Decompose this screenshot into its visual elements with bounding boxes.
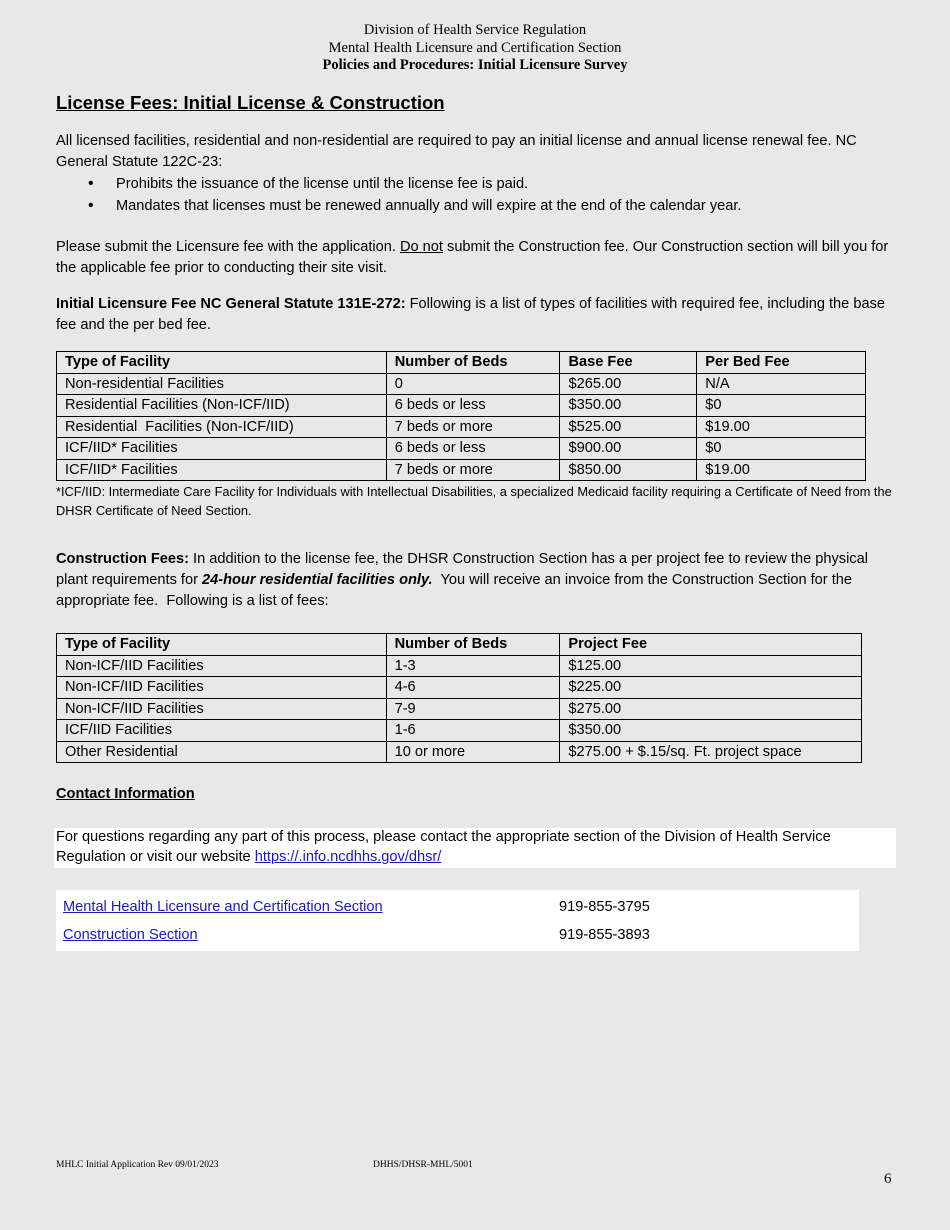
header-division: Division of Health Service Regulation: [363, 22, 587, 38]
mhlc-phone: 919-855-3795: [559, 899, 650, 915]
table-row: [57, 655, 862, 677]
table-cell: Non-ICF/IID Facilities: [57, 698, 387, 720]
contact-row: [63, 896, 853, 918]
contact-directory: [56, 890, 859, 951]
submit-paragraph: [56, 237, 901, 279]
table-cell: 7 beds or more: [386, 459, 560, 481]
intro-paragraph: All licensed facilities, residential and non-residential are required to pay an initial license and annual license renewal fee. NC General Statute 122C-23:: [56, 133, 857, 170]
table-cell: 7 beds or more: [386, 416, 560, 438]
table-cell: Other Residential: [57, 741, 387, 763]
table-row: [57, 373, 866, 395]
initial-fee-text: Following is a list of types of facilities with required fee, including the base fee and the per bed fee.: [56, 296, 885, 333]
contact-paragraph: [54, 828, 896, 867]
table-cell: 4-6: [386, 677, 560, 699]
page-title: License Fees: Initial License & Construction: [56, 92, 445, 113]
table-row: [57, 438, 866, 460]
table-cell: $350.00: [560, 720, 862, 742]
contact-row: [63, 924, 853, 946]
construction-section-link[interactable]: Construction Section: [63, 927, 198, 943]
table-cell: 7-9: [386, 698, 560, 720]
table-cell: $225.00: [560, 677, 862, 699]
table-cell: $0: [697, 438, 866, 460]
construction-text-1: In addition to the license fee, the DHSR Construction Section has a per project fee to review the physical plant requirements for: [56, 551, 868, 588]
bullet-item: • Mandates that licenses must be renewed annually and will expire at the end of the calendar year.: [56, 195, 896, 217]
table-header-row: [57, 352, 866, 374]
column-header: Per Bed Fee: [697, 352, 866, 374]
column-header: Base Fee: [560, 352, 697, 374]
table-cell: $125.00: [560, 655, 862, 677]
table-cell: Non-ICF/IID Facilities: [57, 655, 387, 677]
table-cell: 1-3: [386, 655, 560, 677]
table-cell: 1-6: [386, 720, 560, 742]
table-row: [57, 677, 862, 699]
construction-paragraph: [56, 549, 901, 612]
construction-emphasis: 24-hour residential facilities only.: [202, 572, 433, 588]
submit-text-1: Please submit the Licensure fee with the application.: [56, 239, 400, 255]
table-cell: $275.00 + $.15/sq. Ft. project space: [560, 741, 862, 763]
column-header: Project Fee: [560, 634, 862, 656]
construction-lead: Construction Fees:: [56, 551, 189, 567]
table-cell: $265.00: [560, 373, 697, 395]
table-cell: $525.00: [560, 416, 697, 438]
license-fee-table: [56, 351, 866, 481]
contact-info-panel: [54, 828, 896, 868]
dhsr-website-link[interactable]: https://.info.ncdhhs.gov/dhsr/: [254, 848, 442, 865]
statute-bullet-list: [56, 173, 896, 217]
table-row: [57, 416, 866, 438]
table-row: [57, 459, 866, 481]
table-header-row: [57, 634, 862, 656]
table-cell: $275.00: [560, 698, 862, 720]
column-header: Number of Beds: [386, 634, 560, 656]
table-cell: $900.00: [560, 438, 697, 460]
footer-revision: MHLC Initial Application Rev 09/01/2023: [56, 1160, 219, 1170]
contact-text: For questions regarding any part of this process, please contact the appropriate section of the Division of Health Service Regulation or visit our website: [56, 829, 831, 865]
document-header: [0, 22, 950, 75]
table-cell: 10 or more: [386, 741, 560, 763]
submit-do-not: Do not: [399, 239, 443, 255]
table-cell: $0: [697, 395, 866, 417]
table-cell: Non-ICF/IID Facilities: [57, 677, 387, 699]
submit-text-2: submit the Construction fee. Our Construction section will bill you for the applicable fee prior to conducting their site visit.: [56, 239, 889, 276]
construction-phone: 919-855-3893: [559, 927, 650, 943]
table-cell: Residential Facilities (Non-ICF/IID): [57, 395, 387, 417]
table-cell: N/A: [697, 373, 866, 395]
header-policy: Policies and Procedures: Initial Licensure Survey: [322, 57, 628, 73]
table-row: [57, 395, 866, 417]
table-cell: ICF/IID* Facilities: [57, 438, 387, 460]
construction-fee-table: [56, 633, 862, 763]
table-cell: $19.00: [697, 416, 866, 438]
table-cell: ICF/IID* Facilities: [57, 459, 387, 481]
table-cell: $19.00: [697, 459, 866, 481]
table-cell: 0: [386, 373, 560, 395]
initial-fee-lead: Initial Licensure Fee NC General Statute 131E-272:: [56, 296, 406, 312]
mhlc-section-link[interactable]: Mental Health Licensure and Certification Section: [63, 899, 383, 915]
table-cell: 6 beds or less: [386, 438, 560, 460]
page-number: 6: [884, 1171, 892, 1187]
table-cell: $350.00: [560, 395, 697, 417]
table-row: [57, 741, 862, 763]
bullet-item: • Prohibits the issuance of the license until the license fee is paid.: [56, 173, 896, 195]
column-header: Type of Facility: [57, 352, 387, 374]
column-header: Number of Beds: [386, 352, 560, 374]
construction-text-2: You will receive an invoice from the Construction Section for the appropriate fee. Following is a list of fees:: [56, 572, 857, 609]
table-cell: Non-residential Facilities: [57, 373, 387, 395]
table-row: [57, 720, 862, 742]
table-row: [57, 698, 862, 720]
table-cell: $850.00: [560, 459, 697, 481]
table-cell: 6 beds or less: [386, 395, 560, 417]
header-section: Mental Health Licensure and Certification Section: [328, 39, 622, 56]
footer-form-number: DHHS/DHSR-MHL/5001: [373, 1160, 473, 1170]
initial-fee-paragraph: [56, 294, 901, 336]
contact-heading: Contact Information: [56, 786, 195, 802]
icf-footnote: *ICF/IID: Intermediate Care Facility for Individuals with Intellectual Disabilities, a specialized Medicaid facility requiring a Certificate of Need from the DHSR Certificate of Need Section.: [56, 484, 892, 518]
column-header: Type of Facility: [57, 634, 387, 656]
table-cell: Residential Facilities (Non-ICF/IID): [57, 416, 387, 438]
table-cell: ICF/IID Facilities: [57, 720, 387, 742]
